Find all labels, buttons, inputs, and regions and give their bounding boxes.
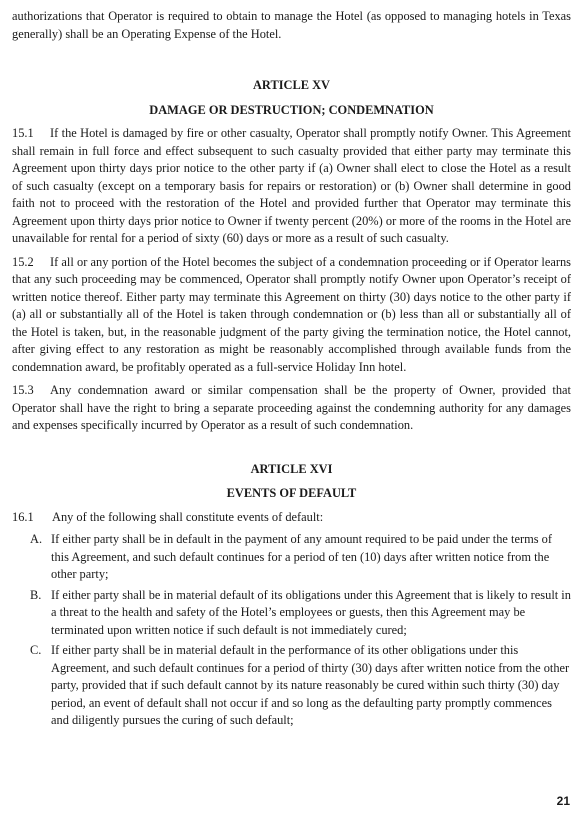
article-16-number: ARTICLE XVI <box>250 461 333 476</box>
item-letter: C. <box>30 643 42 657</box>
section-15-3 <box>12 382 571 435</box>
article-15-title: DAMAGE OR DESTRUCTION; CONDEMNATION <box>149 102 434 117</box>
section-16-1 <box>12 509 571 527</box>
page-number: 21 <box>556 794 570 808</box>
article-16-title: EVENTS OF DEFAULT <box>226 486 357 500</box>
section-15-2 <box>12 254 571 377</box>
list-item <box>30 531 571 584</box>
section-number: 15.3 <box>12 383 34 397</box>
section-number: 16.1 <box>12 509 34 524</box>
section-number: 15.2 <box>12 254 34 269</box>
list-item <box>30 587 571 640</box>
article-15-number: ARTICLE XV <box>252 78 331 92</box>
section-number: 15.1 <box>12 126 34 140</box>
intro-paragraph: authorizations that Operator is required to obtain to manage the Hotel (as opposed to managing hotels in Texas generally) shall be an Operating Expense of the Hotel. <box>12 9 571 41</box>
default-events-list <box>30 531 571 730</box>
list-item <box>30 642 571 730</box>
item-letter: B. <box>30 587 42 602</box>
item-text: If either party shall be in material default in the performance of its other obligations under this Agreement, and such default continues for a period of thirty (30) days after written notice from the other party, provided that if such default cannot by its nature reasonably be cured within such thirty (30) day period, an event of default shall not occur if and so long as the defaulting party promptly commences and diligently pursues the curing of such default; <box>51 643 570 727</box>
item-letter: A. <box>30 532 43 546</box>
section-text: If all or any portion of the Hotel becomes the subject of a condemnation proceeding or if Operator learns that any such proceeding may be commenced, Operator shall promptly notify Owner upon Operator’s receipt of written notice thereof. Either party may terminate this Agreement on thirty (30) days notice to the other party if (a) all or substantially all of the Hotel is taken through condemnation or (b) less than all or substantially all of the Hotel is taken, but, in the reasonable judgment of the party giving the termination notice, the Hotel cannot, after giving effect to any restoration as might be reasonably accomplished through available funds from the condemnation award, be profitably operated as a full-service Holiday Inn hotel. <box>12 254 571 374</box>
document-page <box>12 2 571 733</box>
section-text: Any condemnation award or similar compensation shall be the property of Owner, provided that Operator shall have the right to bring a separate proceeding against the condemning authority for any damages and expenses specifically incurred by Operator as a result of such condemnation. <box>12 383 571 432</box>
item-text: If either party shall be in material default of its obligations under this Agreement that is likely to result in a threat to the health and safety of the Hotel’s employees or guests, then this Agreement may be terminated upon written notice if such default is not immediately cured; <box>51 587 571 637</box>
section-text: If the Hotel is damaged by fire or other casualty, Operator shall promptly notify Owner. This Agreement shall remain in full force and effect subsequent to such casualty provided that either party may terminate this Agreement upon thirty days prior notice to the other party if (a) Owner shall elect to close the Hotel as a result of such casualty (except on a temporary basis for repairs or restoration) or (b) Owner shall determine in good faith not to proceed with the restoration of the Hotel and provided further that Operator may terminate this Agreement upon thirty days prior notice to Owner if twenty percent (20%) or more of the rooms in the Hotel are unavailable for rental for a period of sixty (60) days or more as a result of such casualty. <box>12 126 571 245</box>
item-text: If either party shall be in default in the payment of any amount required to be paid under the terms of this Agreement, and such default continues for a period of ten (10) days after written notice from the other party; <box>51 532 552 581</box>
section-15-1 <box>12 125 571 248</box>
section-text: Any of the following shall constitute events of default: <box>52 509 324 524</box>
